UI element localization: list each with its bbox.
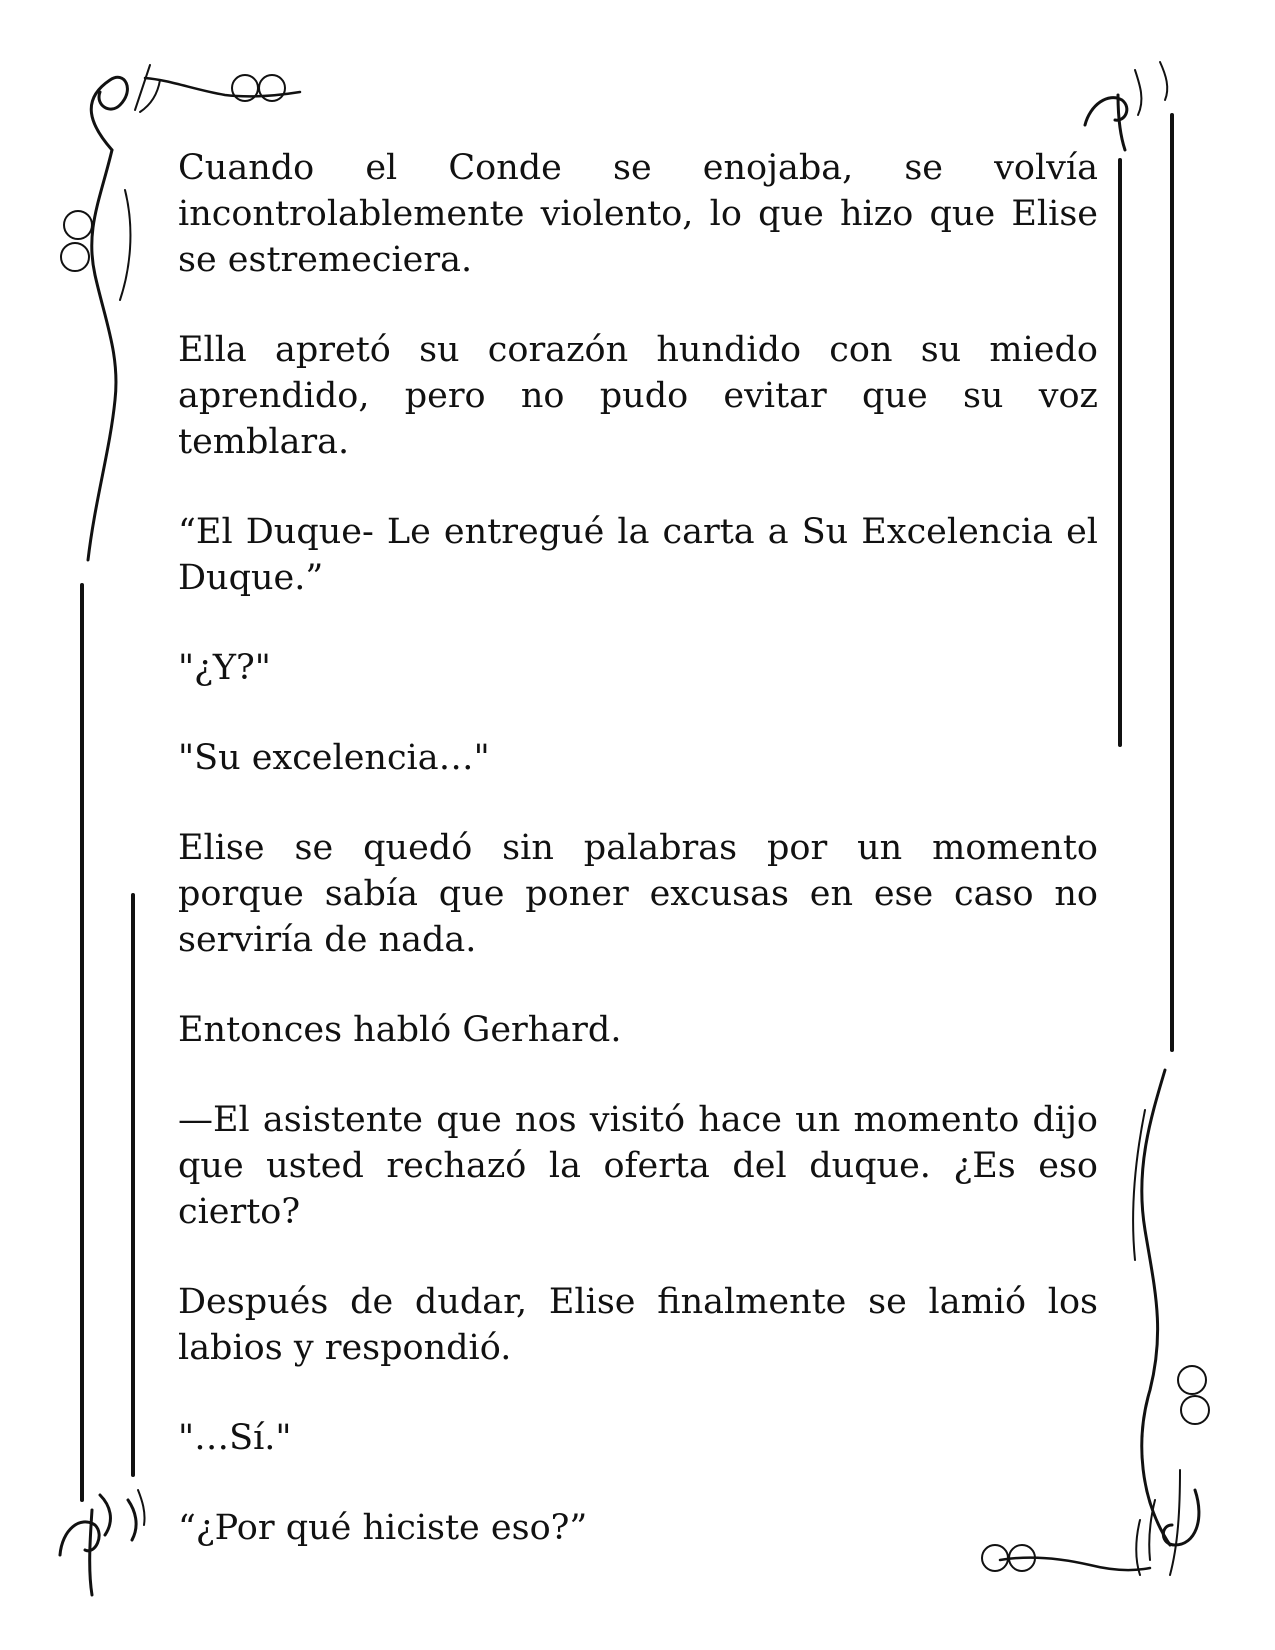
paragraph: “¿Por qué hiciste eso?” xyxy=(178,1508,588,1548)
paragraph: Entonces habló Gerhard. xyxy=(178,1010,622,1050)
paragraph: "¿Y?" xyxy=(178,648,271,688)
paragraph: —El asistente que nos visitó hace un momento dijo que usted rechazó la oferta del duque. ¿Es eso cierto? xyxy=(178,1100,1098,1232)
paragraph: "Su excelencia…" xyxy=(178,738,490,778)
story-text xyxy=(178,145,1098,1595)
paragraph: Después de dudar, Elise finalmente se lamió los labios y respondió. xyxy=(178,1282,1098,1368)
paragraph: “El Duque- Le entregué la carta a Su Excelencia el Duque.” xyxy=(178,512,1098,598)
paragraph: Ella apretó su corazón hundido con su miedo aprendido, pero no pudo evitar que su voz temblara. xyxy=(178,330,1098,462)
paragraph: Cuando el Conde se enojaba, se volvía incontrolablemente violento, lo que hizo que Elise se estremeciera. xyxy=(178,148,1098,280)
paragraph: "…Sí." xyxy=(178,1418,292,1458)
bottom-left-flourish-icon xyxy=(60,1490,145,1595)
top-right-flourish-icon xyxy=(1085,62,1167,150)
paragraph: Elise se quedó sin palabras por un momento porque sabía que poner excusas en ese caso no serviría de nada. xyxy=(178,828,1098,960)
